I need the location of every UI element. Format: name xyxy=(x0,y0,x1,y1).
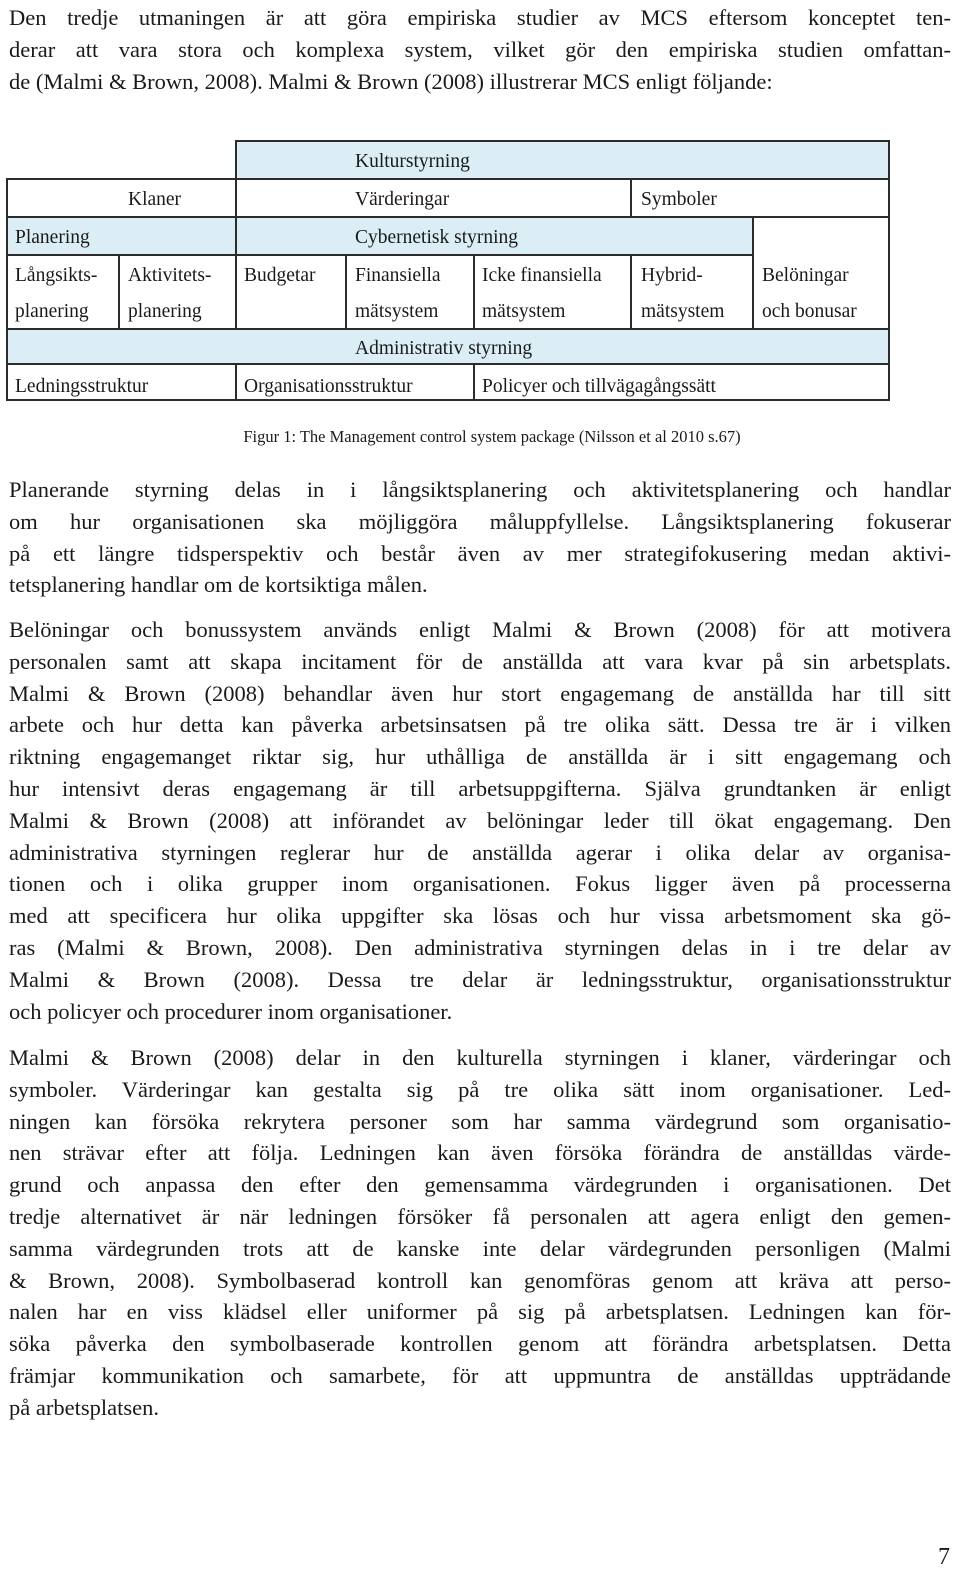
paragraph-line: samma värdegrunden trots att de kanske inte delar värdegrunden personligen (Malmi xyxy=(9,1235,951,1261)
paragraph-kultur xyxy=(9,1042,951,1424)
paragraph-line: grund och anpassa den efter den gemensamma värdegrunden i organisationen. Det xyxy=(9,1172,951,1198)
paragraph-line: administrativa styrningen reglerar hur de anställda agerar i olika delar av organisa- xyxy=(9,839,951,865)
cybernetisk-label: Cybernetisk styrning xyxy=(355,227,519,248)
paragraph-line: arbete och hur detta kan påverka arbetsinsatsen på tre olika sätt. Dessa tre är i vilken xyxy=(9,712,951,738)
paragraph-line: nen strävar efter att följa. Ledningen kan även försöka förändra de anställdas värde- xyxy=(9,1140,951,1166)
ledningsstruktur-label: Ledningsstruktur xyxy=(15,376,149,397)
intro-line: Den tredje utmaningen är att göra empiriska studier av MCS eftersom konceptet ten- xyxy=(9,5,951,30)
beloningar-label-2: och bonusar xyxy=(762,301,857,322)
paragraph-line: på arbetsplatsen. xyxy=(9,1394,159,1420)
langsikts-label-2: planering xyxy=(15,301,89,322)
paragraph-line: personalen samt att skapa incitament för de anställda att vara kvar på sin arbetsplats. xyxy=(9,648,951,674)
paragraph-line: Malmi & Brown (2008) behandlar även hur stort engagemang de anställda har till sitt xyxy=(9,680,951,706)
icke-finansiella-label-2: mätsystem xyxy=(482,301,566,322)
mcs-package-figure xyxy=(0,0,960,420)
paragraph-line: Malmi & Brown (2008). Dessa tre delar är ledningsstruktur, organisationsstruktur xyxy=(9,966,951,992)
paragraph-line: Malmi & Brown (2008) att införandet av belöningar leder till ökat engagemang. Den xyxy=(9,807,951,833)
klaner-cell xyxy=(6,178,237,218)
paragraph-line: tetsplanering handlar om de kortsiktiga målen. xyxy=(9,572,428,598)
intro-line: de (Malmi & Brown, 2008). Malmi & Brown (2008) illustrerar MCS enligt följande: xyxy=(9,68,773,94)
paragraph-line: symboler. Värderingar kan gestalta sig på tre olika sätt inom organisationer. Led- xyxy=(9,1076,951,1102)
hybrid-label-2: mätsystem xyxy=(641,301,725,322)
budgetar-label: Budgetar xyxy=(244,265,316,286)
paragraph-line: med att specificera hur olika uppgifter ska lösas och hur vissa arbetsmoment ska gö- xyxy=(9,903,951,929)
policyer-label: Policyer och tillvägagångssätt xyxy=(482,376,716,397)
symboler-label: Symboler xyxy=(641,189,717,210)
paragraph-line: om hur organisationen ska möjliggöra måluppfyllelse. Långsiktsplanering fokuserar xyxy=(9,508,951,534)
paragraph-line: söka påverka den symbolbaserade kontrollen genom att förändra arbetsplatsen. Detta xyxy=(9,1331,951,1357)
figure-caption-text: Figur 1: The Management control system package (Nilsson et al 2010 s.67) xyxy=(243,427,741,446)
paragraph-line: ningen kan försöka rekrytera personer som har samma värdegrund som organisatio- xyxy=(9,1108,951,1134)
figure-caption xyxy=(0,427,960,447)
paragraph-planering xyxy=(9,474,951,601)
hybrid-label-1: Hybrid- xyxy=(641,265,703,286)
paragraph-line: nalen har en viss klädsel eller uniformer på sig på arbetsplatsen. Ledningen kan för- xyxy=(9,1299,951,1325)
varderingar-label: Värderingar xyxy=(355,189,450,210)
paragraph-line: Belöningar och bonussystem används enligt Malmi & Brown (2008) för att motivera xyxy=(9,617,951,642)
page-number: 7 xyxy=(938,1544,950,1570)
klaner-label: Klaner xyxy=(128,189,182,210)
intro-line: derar att vara stora och komplexa system, vilket gör den empiriska studien omfattan- xyxy=(9,36,951,62)
paragraph-line: Malmi & Brown (2008) delar in den kulturella styrningen i klaner, värderingar och xyxy=(9,1045,951,1070)
langsikts-label-1: Långsikts- xyxy=(15,265,98,286)
kulturstyrning-label: Kulturstyrning xyxy=(355,151,470,172)
icke-finansiella-label-1: Icke finansiella xyxy=(482,265,602,286)
organisationsstruktur-label: Organisationsstruktur xyxy=(244,376,413,397)
paragraph-beloningar xyxy=(9,614,951,1027)
paragraph-line: hur intensivt deras engagemang är till arbetsuppgifterna. Själva grundtanken är enligt xyxy=(9,775,951,801)
paragraph-line: ras (Malmi & Brown, 2008). Den administrativa styrningen delas in i tre delar av xyxy=(9,934,951,960)
kulturstyrning-band xyxy=(235,140,890,180)
planering-label: Planering xyxy=(15,227,90,248)
paragraph-line: tredje alternativet är när ledningen försöker få personalen att agera enligt den gemen- xyxy=(9,1203,951,1229)
beloningar-label-1: Belöningar xyxy=(762,265,849,286)
paragraph-line: på ett längre tidsperspektiv och består även av mer strategifokusering medan aktivi- xyxy=(9,540,951,566)
paragraph-line: riktning engagemanget riktar sig, hur uthålliga de anställda är i sitt engagemang och xyxy=(9,744,951,770)
paragraph-line: och policyer och procedurer inom organisationer. xyxy=(9,998,453,1024)
paragraph-line: främjar kommunikation och samarbete, för att uppmuntra de anställdas uppträdande xyxy=(9,1362,951,1388)
paragraph-line: tionen och i olika grupper inom organisationen. Fokus ligger även på processerna xyxy=(9,871,951,897)
aktivitets-label-2: planering xyxy=(128,301,202,322)
finansiella-label-2: mätsystem xyxy=(355,301,439,322)
finansiella-label-1: Finansiella xyxy=(355,265,441,286)
administrativ-label: Administrativ styrning xyxy=(355,338,533,359)
paragraph-line: Planerande styrning delas in i långsiktsplanering och aktivitetsplanering och handlar xyxy=(9,477,951,502)
paragraph-line: & Brown, 2008). Symbolbaserad kontroll kan genomföras genom att kräva att perso- xyxy=(9,1267,951,1293)
aktivitets-label-1: Aktivitets- xyxy=(128,265,212,286)
